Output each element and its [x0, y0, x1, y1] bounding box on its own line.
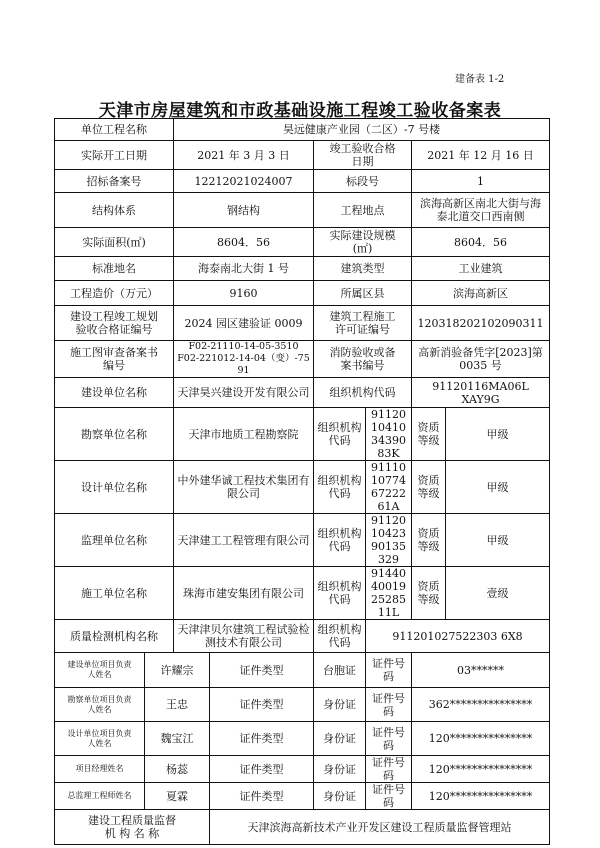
testing-label: 质量检测机构名称	[55, 620, 174, 653]
person-name: 许耀宗	[145, 653, 210, 688]
contractor-code-value: 9144040019 2528511L	[366, 567, 412, 620]
builder-value: 天津昊兴建设开发有限公司	[174, 378, 314, 408]
testing-code-value: 911201027522303 6X8	[366, 620, 550, 653]
person-id-type: 身份证	[314, 722, 366, 756]
acceptance-date-label: 竣工验收合格 日期	[314, 141, 412, 170]
section-no-label: 标段号	[314, 170, 412, 193]
supervisor-org-value: 天津滨海高新技术产业开发区建设工程质量监督管理站	[210, 810, 550, 845]
person-name: 杨蕊	[145, 756, 210, 783]
design-label: 设计单位名称	[55, 461, 174, 514]
person-name: 魏宝江	[145, 722, 210, 756]
design-value: 中外建华诚工程技术集团有 限公司	[174, 461, 314, 514]
supervision-value: 天津建工工程管理有限公司	[174, 514, 314, 567]
contractor-code-label: 组织机构 代码	[314, 567, 366, 620]
id-no-label: 证件号码	[366, 688, 412, 722]
id-no-label: 证件号码	[366, 722, 412, 756]
person-id-no: 362***************	[412, 688, 550, 722]
structure-label: 结构体系	[55, 193, 174, 228]
building-type-label: 建筑类型	[314, 257, 412, 281]
person-id-no: 120***************	[412, 783, 550, 810]
design-code-value: 9111010774 6722261A	[366, 461, 412, 514]
actual-scale-label: 实际建设规模 (㎡)	[314, 228, 412, 257]
district-label: 所属区县	[314, 281, 412, 306]
drawing-review-label: 施工图审查备案书 编号	[55, 341, 174, 378]
person-role: 设计单位项目负责 人姓名	[55, 722, 145, 756]
person-id-type: 台胞证	[314, 653, 366, 688]
survey-grade-label: 资质 等级	[412, 408, 446, 461]
id-type-label: 证件类型	[210, 722, 314, 756]
standard-address-value: 海泰南北大街 1 号	[174, 257, 314, 281]
construction-permit-value: 120318202102090311	[412, 306, 550, 341]
builder-code-value: 91120116MA06L XAY9G	[412, 378, 550, 408]
contractor-grade-value: 壹级	[446, 567, 550, 620]
form-number: 建备表 1-2	[455, 74, 505, 85]
id-type-label: 证件类型	[210, 653, 314, 688]
id-type-label: 证件类型	[210, 688, 314, 722]
id-type-label: 证件类型	[210, 783, 314, 810]
supervision-code-value: 9112010423 90135329	[366, 514, 412, 567]
drawing-review-value: F02-21110-14-05-3510 F02-221012-14-04（变）-7591	[174, 341, 314, 378]
person-id-type: 身份证	[314, 756, 366, 783]
location-value: 滨海高新区南北大街与海 泰北道交口西南侧	[412, 193, 550, 228]
contractor-value: 珠海市建安集团有限公司	[174, 567, 314, 620]
cost-label: 工程造价（万元）	[55, 281, 174, 306]
testing-value: 天津津贝尔建筑工程试验检 测技术有限公司	[174, 620, 314, 653]
record-table	[54, 118, 550, 845]
id-no-label: 证件号码	[366, 783, 412, 810]
supervision-code-label: 组织机构 代码	[314, 514, 366, 567]
builder-label: 建设单位名称	[55, 378, 174, 408]
design-code-label: 组织机构 代码	[314, 461, 366, 514]
construction-permit-label: 建筑工程施工 许可证编号	[314, 306, 412, 341]
person-id-type: 身份证	[314, 688, 366, 722]
design-grade-label: 资质 等级	[412, 461, 446, 514]
supervisor-org-label: 建设工程质量监督 机 构 名 称	[55, 810, 210, 845]
start-date-value: 2021 年 3 月 3 日	[174, 141, 314, 170]
planning-cert-value: 2024 园区建验证 0009	[174, 306, 314, 341]
person-id-no: 120***************	[412, 756, 550, 783]
person-name: 夏霖	[145, 783, 210, 810]
survey-code-value: 9112010410 3439083K	[366, 408, 412, 461]
design-grade-value: 甲级	[446, 461, 550, 514]
survey-code-label: 组织机构 代码	[314, 408, 366, 461]
contractor-grade-label: 资质 等级	[412, 567, 446, 620]
fire-acceptance-value: 高新消验备凭字[2023]第 0035 号	[412, 341, 550, 378]
builder-code-label: 组织机构代码	[314, 378, 412, 408]
actual-area-label: 实际面积(㎡)	[55, 228, 174, 257]
person-name: 王忠	[145, 688, 210, 722]
structure-value: 钢结构	[174, 193, 314, 228]
supervision-grade-label: 资质 等级	[412, 514, 446, 567]
fire-acceptance-label: 消防验收或备 案书编号	[314, 341, 412, 378]
survey-value: 天津市地质工程勘察院	[174, 408, 314, 461]
acceptance-date-value: 2021 年 12 月 16 日	[412, 141, 550, 170]
unit-project-value: 昊远健康产业园（二区）-7 号楼	[174, 119, 550, 141]
start-date-label: 实际开工日期	[55, 141, 174, 170]
person-id-no: 03******	[412, 653, 550, 688]
id-no-label: 证件号码	[366, 653, 412, 688]
building-type-value: 工业建筑	[412, 257, 550, 281]
supervision-grade-value: 甲级	[446, 514, 550, 567]
person-id-no: 120***************	[412, 722, 550, 756]
planning-cert-label: 建设工程竣工规划 验收合格证编号	[55, 306, 174, 341]
form-title: 天津市房屋建筑和市政基础设施工程竣工验收备案表	[98, 101, 502, 121]
person-role: 总监理工程师姓名	[55, 783, 145, 810]
bid-record-value: 12212021024007	[174, 170, 314, 193]
survey-label: 勘察单位名称	[55, 408, 174, 461]
id-type-label: 证件类型	[210, 756, 314, 783]
supervision-label: 监理单位名称	[55, 514, 174, 567]
survey-grade-value: 甲级	[446, 408, 550, 461]
id-no-label: 证件号码	[366, 756, 412, 783]
person-role: 建设单位项目负责 人姓名	[55, 653, 145, 688]
cost-value: 9160	[174, 281, 314, 306]
bid-record-label: 招标备案号	[55, 170, 174, 193]
testing-code-label: 组织机构 代码	[314, 620, 366, 653]
unit-project-label: 单位工程名称	[55, 119, 174, 141]
location-label: 工程地点	[314, 193, 412, 228]
person-role: 勘察单位项目负责 人姓名	[55, 688, 145, 722]
person-id-type: 身份证	[314, 783, 366, 810]
actual-area-value: 8604．56	[174, 228, 314, 257]
contractor-label: 施工单位名称	[55, 567, 174, 620]
district-value: 滨海高新区	[412, 281, 550, 306]
standard-address-label: 标准地名	[55, 257, 174, 281]
person-role: 项目经理姓名	[55, 756, 145, 783]
actual-scale-value: 8604．56	[412, 228, 550, 257]
section-no-value: 1	[412, 170, 550, 193]
